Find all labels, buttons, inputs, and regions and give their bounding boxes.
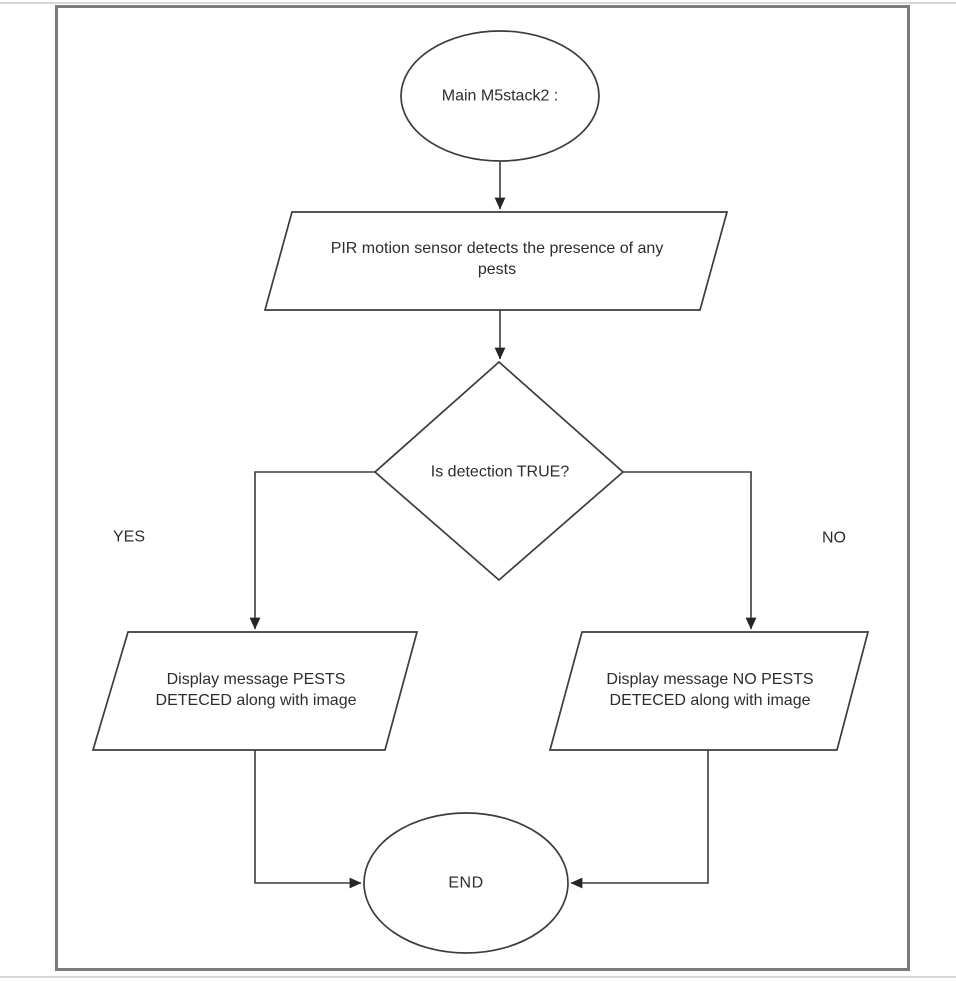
decision-node-label: Is detection TRUE? [430,463,570,481]
end-node-label: END [448,874,484,892]
edge-pests-to-end [255,750,361,883]
sense-node-label-line1: PIR motion sensor detects the presence of any [330,240,664,257]
no-branch-label: NO [822,529,846,547]
start-node-label: Main M5stack2 : [441,87,559,105]
display-no-pests-node-label [606,669,813,711]
edge-nopests-to-end [571,750,708,883]
yes-branch-label: YES [112,528,146,546]
edge-decision-no [623,472,751,629]
edge-decision-yes [255,472,375,629]
display-pests-label-line2: DETECED along with image [155,692,357,709]
display-no-pests-label-line1: Display message NO PESTS [606,671,814,688]
display-no-pests-label-line2: DETECED along with image [609,692,811,709]
sense-node-label [331,238,664,280]
sense-node-label-line2: pests [477,261,517,278]
display-pests-node-label [156,669,357,711]
display-pests-label-line1: Display message PESTS [166,671,346,688]
